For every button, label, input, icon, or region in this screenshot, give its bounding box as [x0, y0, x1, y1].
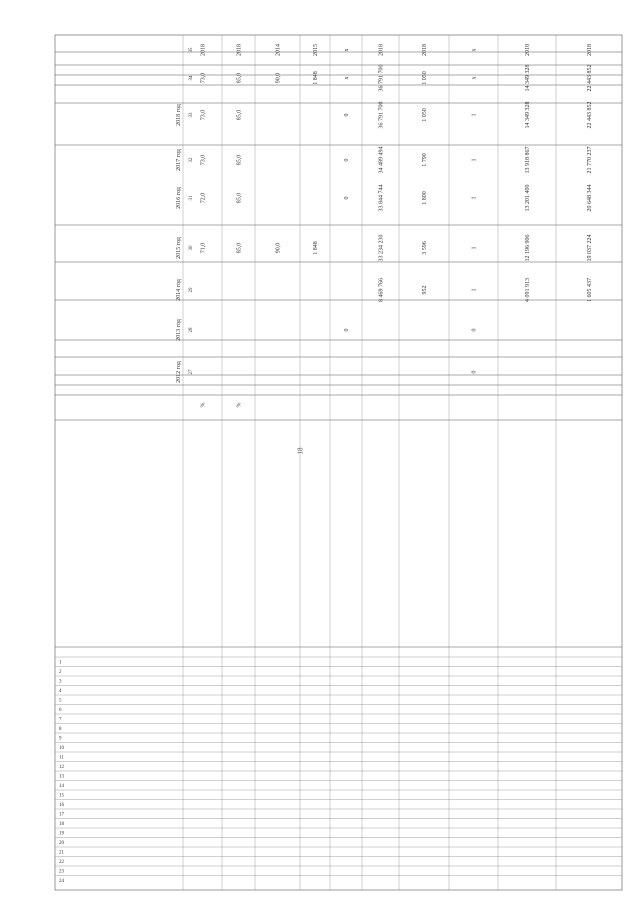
cell-value: 14 349 328 — [525, 101, 531, 129]
code-column-number: 10 — [59, 746, 64, 752]
code-column-number: 2 — [59, 670, 62, 676]
cell-value: 12 196 906 — [525, 234, 531, 262]
cell-value: 73,0 — [200, 154, 207, 166]
cell-value: 1 790 — [422, 153, 428, 167]
year-column-number: 35 — [189, 47, 194, 53]
cell-value: 0 — [344, 196, 350, 200]
cell-value: 0 — [344, 113, 350, 117]
cell-value: 73,0 — [200, 72, 207, 84]
cell-value: 0 — [344, 328, 350, 332]
cell-value: 90,0 — [275, 242, 282, 254]
year-column-label: 2015 год — [176, 237, 182, 259]
code-column-numbers — [59, 661, 65, 885]
cell-value: 1 050 — [422, 71, 428, 85]
code-column-number: 21 — [59, 850, 64, 856]
cell-value: 1 050 — [422, 108, 428, 122]
year-column-number: 32 — [189, 157, 194, 163]
code-column-lines — [55, 657, 622, 876]
cell-value: 2018 — [378, 44, 385, 56]
code-column-number: 19 — [59, 831, 64, 837]
code-column-number: 17 — [59, 812, 64, 818]
cell-value: 14 349 328 — [525, 64, 531, 92]
code-column-number: 20 — [59, 841, 64, 847]
table-frame — [55, 35, 622, 890]
cell-value: 13 201 400 — [525, 184, 531, 212]
cell-value: 1 — [471, 246, 478, 250]
year-column-number: 27 — [189, 369, 194, 375]
unit-cell: % — [200, 402, 207, 408]
cell-value: 22 443 852 — [587, 64, 593, 92]
cell-value: x — [471, 48, 478, 52]
cell-value: 0 — [344, 158, 350, 162]
year-column-number: 28 — [189, 327, 194, 333]
code-column-number: 4 — [59, 689, 62, 695]
year-column-label: 2018 год — [176, 104, 182, 126]
cell-value: 2018 — [422, 44, 428, 56]
page-number: 18 — [296, 447, 305, 455]
cell-value: 71,0 — [200, 242, 207, 254]
code-column-number: 3 — [59, 679, 62, 685]
cell-value: 0 — [471, 370, 478, 374]
cell-value: 85,0 — [236, 192, 243, 204]
code-column-number: 8 — [59, 727, 62, 733]
year-column-label: 2012 год — [176, 361, 182, 383]
code-column-number: 24 — [59, 879, 64, 885]
year-column-label: 2013 год — [176, 319, 182, 341]
code-column-number: 22 — [59, 860, 64, 866]
table-values — [201, 44, 594, 408]
cell-value: 22 443 852 — [587, 101, 593, 129]
cell-value: 1 — [471, 113, 478, 117]
year-column-label: 2014 год — [176, 279, 182, 301]
year-column-label: 2016 год — [176, 187, 182, 209]
year-column-label: 2017 год — [176, 149, 182, 171]
cell-value: 1 — [471, 196, 478, 200]
cell-value: 33 234 230 — [378, 234, 385, 262]
code-column-number: 1 — [59, 660, 62, 666]
cell-value: 1 800 — [422, 191, 428, 205]
cell-value: 90,0 — [275, 72, 282, 84]
code-column-number: 11 — [59, 755, 64, 761]
code-column-number: 16 — [59, 803, 64, 809]
cell-value: 85,0 — [236, 154, 243, 166]
cell-value: x — [471, 76, 478, 80]
code-column-number: 12 — [59, 765, 64, 771]
code-column-number: 13 — [59, 774, 64, 780]
cell-value: 85,0 — [236, 72, 243, 84]
code-column-number: 18 — [59, 822, 64, 828]
cell-value: 1 848 — [313, 241, 319, 255]
cell-value: 33 844 744 — [378, 184, 385, 212]
cell-value: 3 596 — [422, 241, 428, 255]
cell-value: 2014 — [275, 44, 282, 56]
cell-value: 2015 — [313, 44, 319, 56]
cell-value: 72,0 — [200, 192, 207, 204]
cell-value: 13 918 867 — [525, 146, 531, 174]
code-column-number: 23 — [59, 869, 64, 875]
cell-value: 1 848 — [313, 71, 319, 85]
code-column-number: 9 — [59, 736, 62, 742]
cell-value: 34 489 494 — [378, 146, 385, 174]
cell-value: 1 — [471, 288, 478, 292]
cell-value: x — [344, 76, 350, 80]
cell-value: 2018 — [525, 44, 531, 56]
cell-value: 19 037 224 — [587, 234, 593, 262]
cell-value: 20 648 344 — [587, 184, 593, 212]
cell-value: 2018 — [200, 44, 207, 56]
year-column-number: 29 — [189, 287, 194, 293]
code-column-number: 5 — [59, 698, 62, 704]
cell-value: 952 — [422, 285, 428, 295]
cell-value: 73,0 — [200, 109, 207, 121]
cell-value: 36 791 700 — [378, 64, 385, 92]
year-column-headers — [176, 47, 194, 383]
year-column-number: 31 — [189, 195, 194, 201]
cell-value: 21 770 237 — [587, 146, 593, 174]
code-column-number: 7 — [59, 717, 62, 723]
code-column-number: 14 — [59, 784, 64, 790]
code-column-number: 15 — [59, 793, 64, 799]
cell-value: 85,0 — [236, 242, 243, 254]
cell-value: 2018 — [236, 44, 243, 56]
code-column-number: 6 — [59, 708, 62, 714]
cell-value: 36 791 700 — [378, 101, 385, 129]
cell-value: 4 091 913 — [525, 278, 531, 302]
cell-value: 1 — [471, 158, 478, 162]
cell-value: 85,0 — [236, 109, 243, 121]
cell-value: x — [344, 48, 350, 52]
cell-value: 2018 — [587, 44, 593, 56]
year-column-number: 34 — [189, 75, 194, 81]
cell-value: 0 — [471, 328, 478, 332]
unit-cell: % — [236, 402, 243, 408]
cell-value: 1 605 437 — [587, 278, 593, 302]
year-column-number: 33 — [189, 112, 194, 118]
year-column-number: 30 — [189, 245, 194, 251]
cell-value: 8 469 766 — [378, 278, 385, 302]
